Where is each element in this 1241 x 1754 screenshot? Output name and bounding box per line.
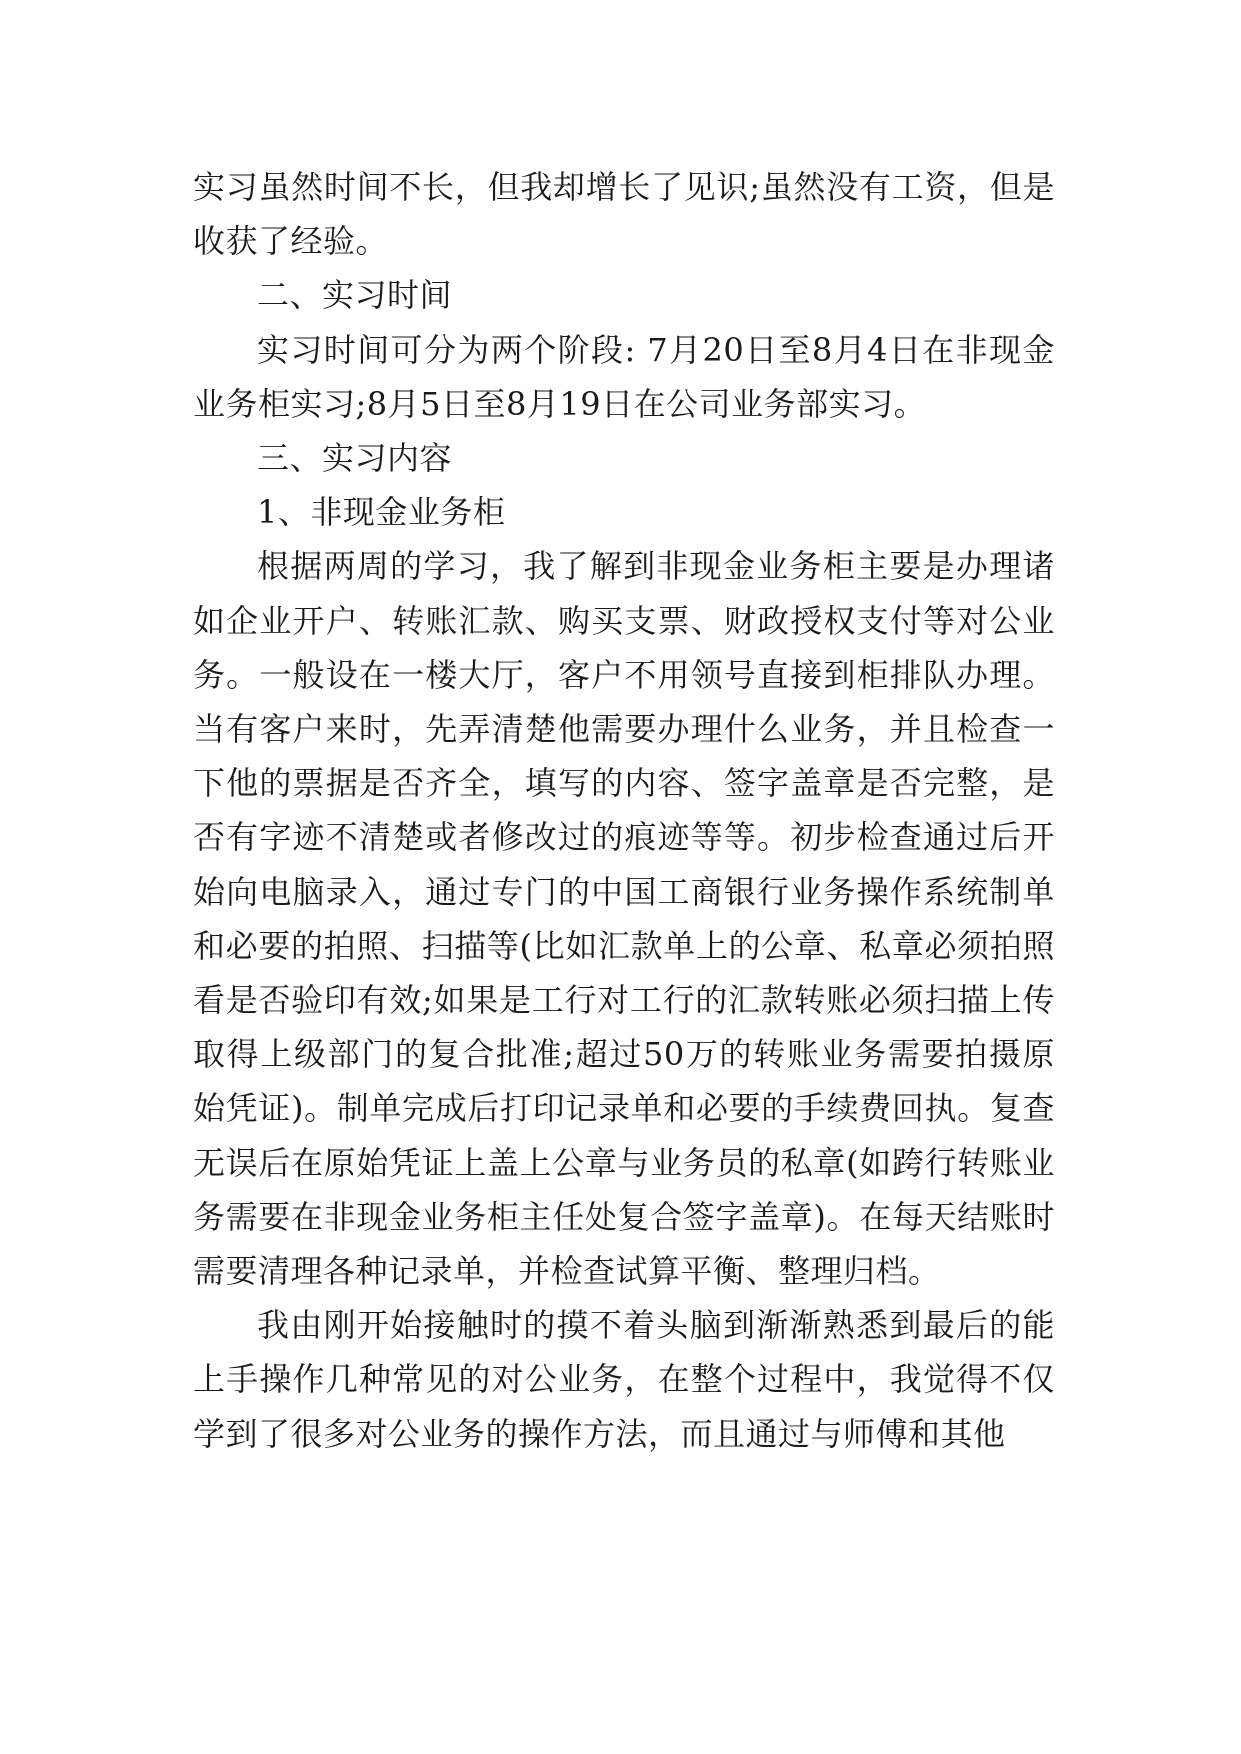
- paragraph-intro: 实习虽然时间不长，但我却增长了见识;虽然没有工资，但是收获了经验。: [193, 168, 1055, 261]
- heading-internship-time: 二、实习时间: [257, 276, 453, 315]
- paragraph-non-cash-counter: 根据两周的学习，我了解到非现金业务柜主要是办理诸如企业开户、转账汇款、购买支票、财政授权支付等对公业务。一般设在一楼大厅，客户不用领号直接到柜排队办理。当有客户来时，先弄清楚他需要办理什么业务，并且检查一下他的票据是否齐全，填写的内容、签字盖章是否完整，是否有字迹不清楚或者修改过的痕迹等等。初步检查通过后开始向电脑录入，通过专门的中国工商银行业务操作系统制单和必要的拍照、扫描等(比如汇款单上的公章、私章必须拍照看是否验印有效;如果是工行对工行的汇款转账必须扫描上传取得上级部门的复合批准;超过50万的转账业务需要拍摄原始凭证)。制单完成后打印记录单和必要的手续费回执。复查无误后在原始凭证上盖上公章与业务员的私章(如跨行转账业务需要在非现金业务柜主任处复合签字盖章)。在每天结账时需要清理各种记录单，并检查试算平衡、整理归档。: [193, 547, 1055, 1291]
- subheading-non-cash-counter: 1、非现金业务柜: [257, 493, 506, 532]
- paragraph-reflection: 我由刚开始接触时的摸不着头脑到渐渐熟悉到最后的能上手操作几种常见的对公业务，在整个过程中，我觉得不仅学到了很多对公业务的操作方法，而且通过与师傅和其他: [193, 1306, 1055, 1453]
- document-body: [193, 160, 1055, 1461]
- heading-internship-content: 三、实习内容: [257, 439, 453, 478]
- paragraph-internship-time: 实习时间可分为两个阶段: 7月20日至8月4日在非现金业务柜实习;8月5日至8月19日在公司业务部实习。: [193, 330, 1055, 423]
